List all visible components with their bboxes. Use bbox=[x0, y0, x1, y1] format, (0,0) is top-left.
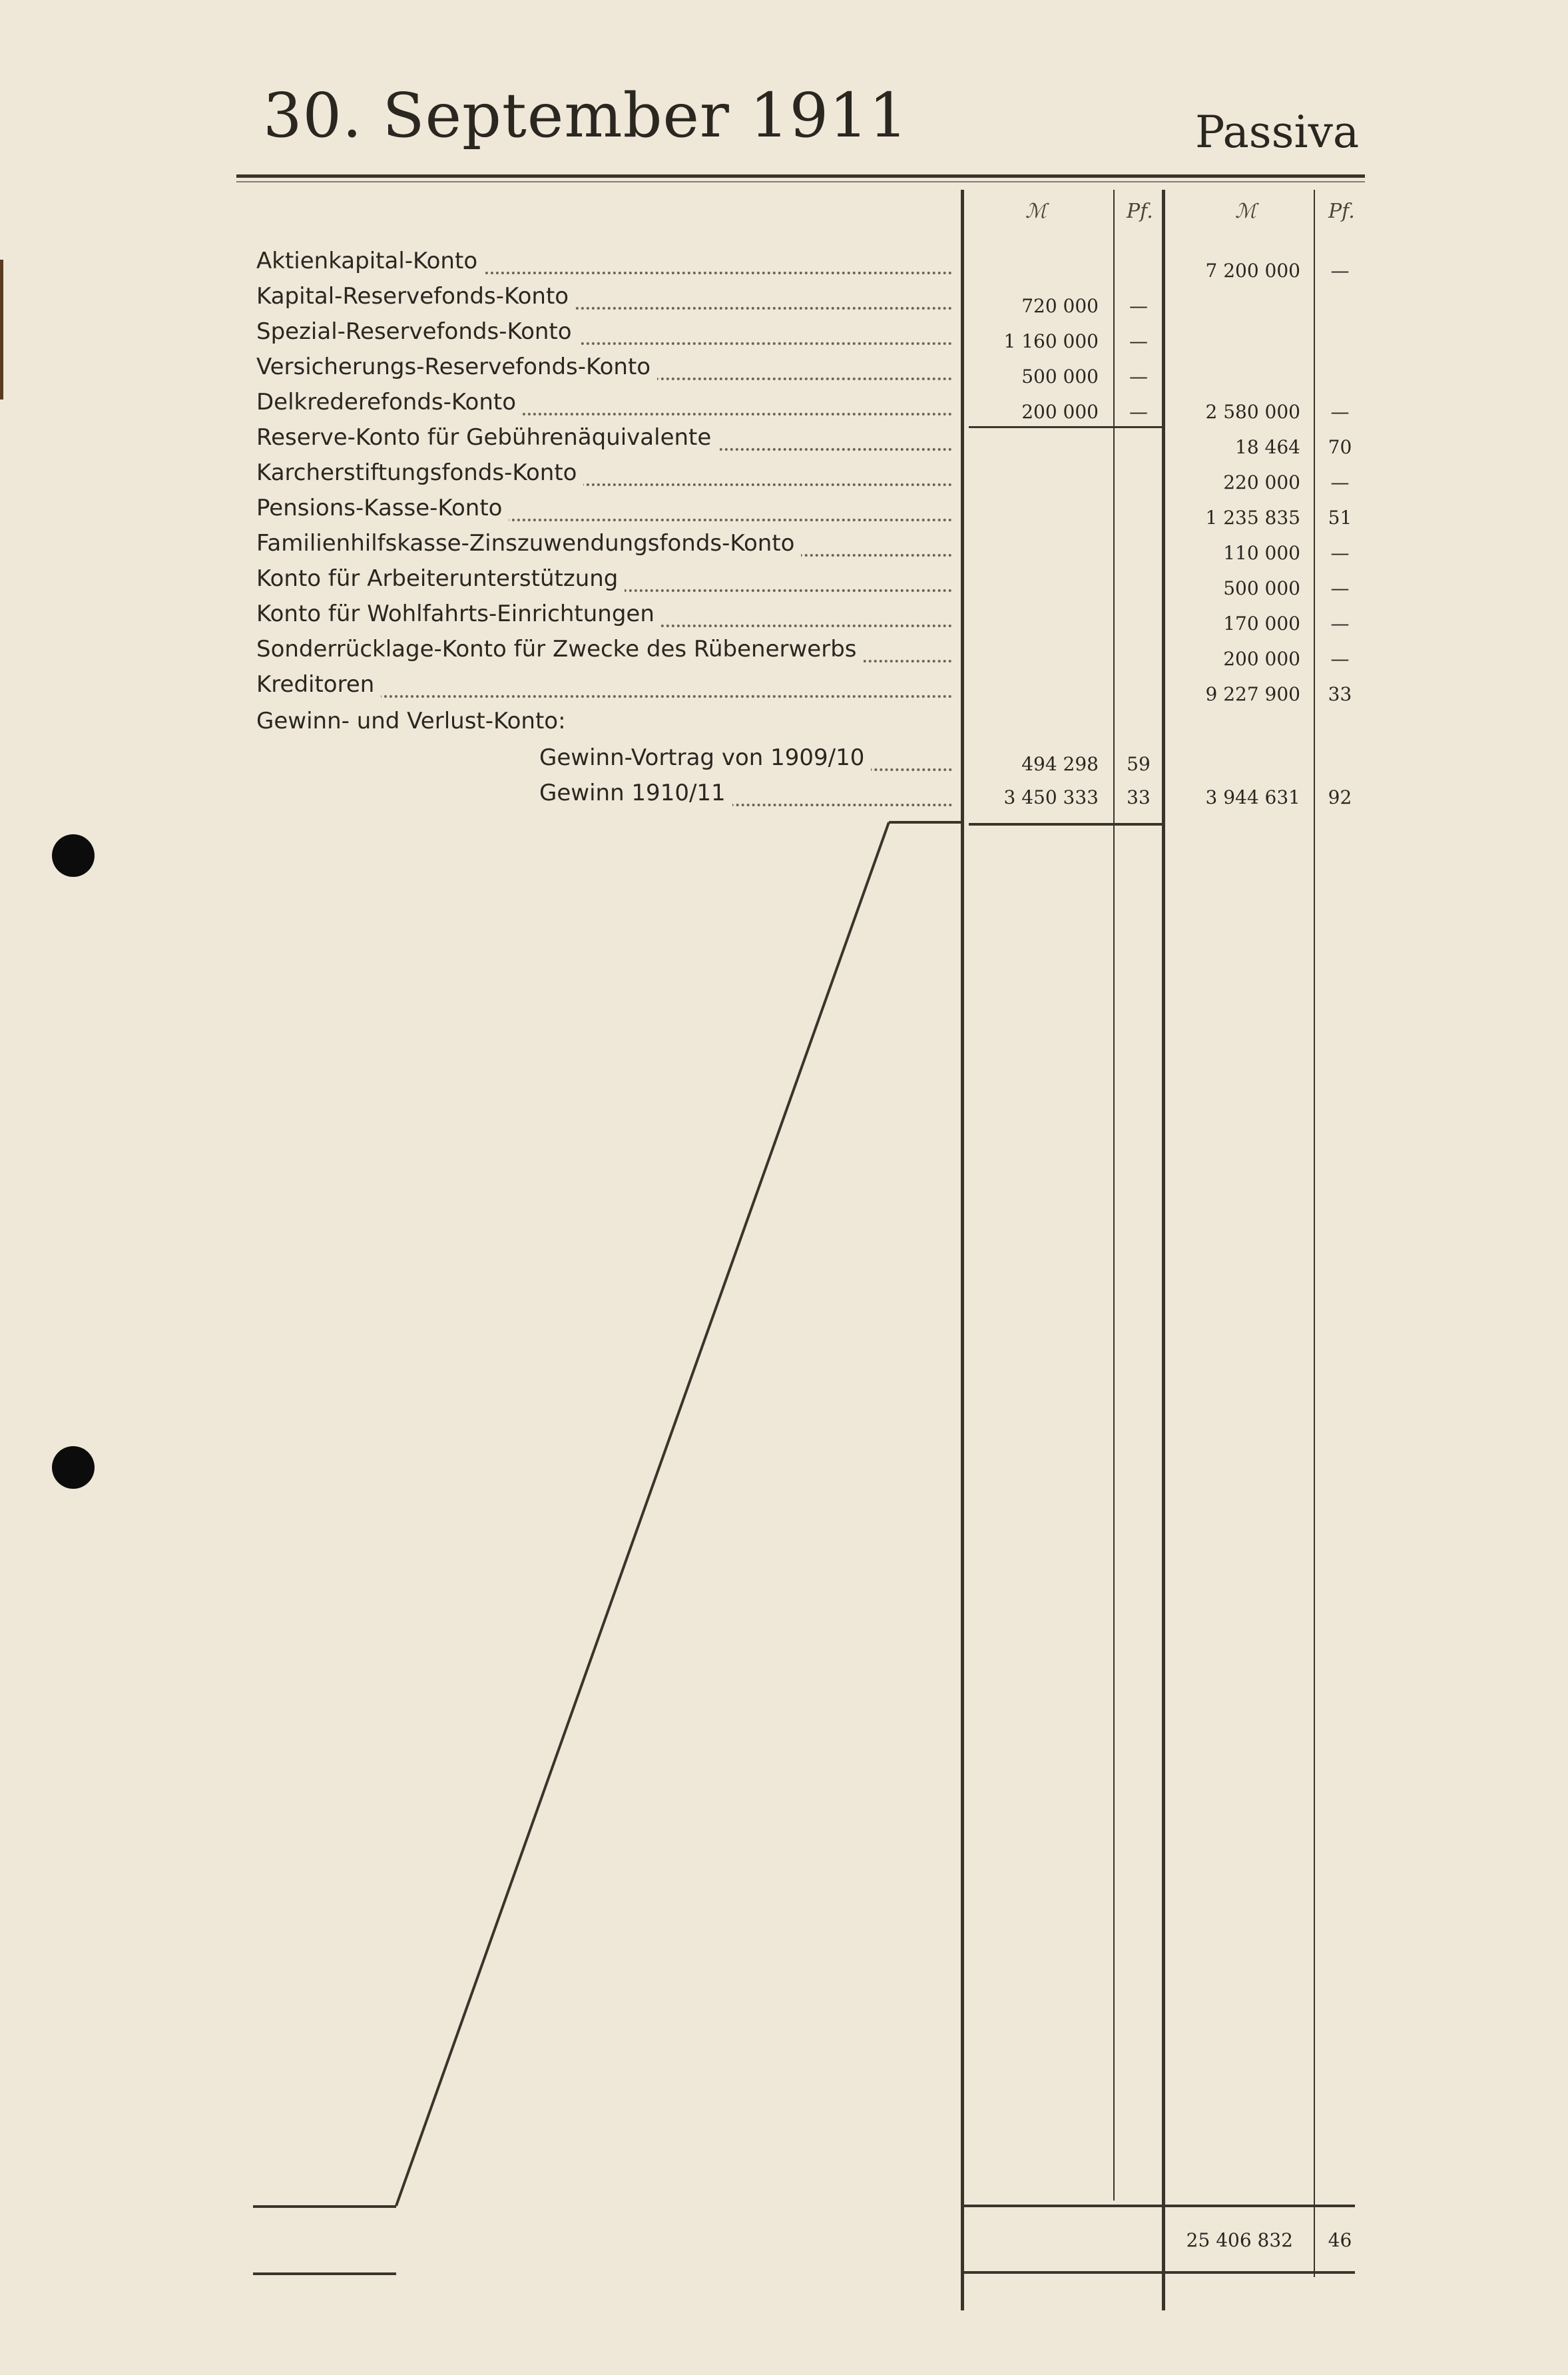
amount-mark: 3 450 333 bbox=[1003, 786, 1099, 808]
amount-pf: — bbox=[1129, 330, 1148, 352]
amount-pf: — bbox=[1129, 366, 1148, 388]
row-label: Spezial-Reservefonds-Konto bbox=[256, 318, 579, 345]
grand-total-mark: 25 406 832 bbox=[1186, 2229, 1293, 2251]
row-label: Delkrederefonds-Konto bbox=[256, 389, 523, 415]
amount-mark: 1 160 000 bbox=[1003, 330, 1099, 352]
grand-total-pf: 46 bbox=[1328, 2229, 1352, 2251]
row-label: Konto für Arbeiterunterstützung bbox=[256, 565, 625, 592]
amount-pf: — bbox=[1129, 295, 1148, 317]
total-pf: — bbox=[1330, 613, 1350, 635]
section-heading: Gewinn- und Verlust-Konto: bbox=[256, 708, 566, 734]
row-label: Karcherstiftungsfonds-Konto bbox=[256, 459, 583, 486]
total-mark: 200 000 bbox=[1223, 648, 1300, 670]
total-mark: 18 464 bbox=[1235, 436, 1300, 458]
row-label: Gewinn 1910/11 bbox=[539, 780, 732, 806]
total-pf: — bbox=[1330, 401, 1350, 423]
bottom-left-rule-2 bbox=[253, 2272, 396, 2275]
bottom-left-rule bbox=[253, 2205, 396, 2208]
amount-pf: — bbox=[1129, 401, 1148, 423]
total-mark: 500 000 bbox=[1223, 577, 1300, 599]
total-mark: 7 200 000 bbox=[1205, 260, 1300, 282]
total-mark: 1 235 835 bbox=[1205, 507, 1300, 529]
total-mark: 170 000 bbox=[1223, 613, 1300, 635]
total-mark: 9 227 900 bbox=[1205, 683, 1300, 705]
side-title: Passiva bbox=[1195, 107, 1360, 158]
total-mark: 3 944 631 bbox=[1205, 786, 1300, 808]
total-pf: 51 bbox=[1328, 507, 1352, 529]
amount-mark: 494 298 bbox=[1021, 753, 1099, 775]
amount-mark: 500 000 bbox=[1021, 366, 1099, 388]
total-pf: 70 bbox=[1328, 436, 1352, 458]
amount-mark: 200 000 bbox=[1021, 401, 1099, 423]
grand-total-rule-top bbox=[961, 2205, 1355, 2207]
total-pf: — bbox=[1330, 577, 1350, 599]
row-label: Kreditoren bbox=[256, 671, 381, 698]
amount-pf: 33 bbox=[1127, 786, 1151, 808]
total-pf: — bbox=[1330, 471, 1350, 493]
diagonal-line bbox=[396, 822, 889, 2206]
row-label: Sonderrücklage-Konto für Zwecke des Rübenerwerbs bbox=[256, 636, 864, 662]
row-label: Familienhilfskasse-Zinszuwendungsfonds-Konto bbox=[256, 530, 801, 557]
total-pf: 33 bbox=[1328, 683, 1352, 705]
amount-mark-header: ℳ bbox=[1025, 200, 1047, 223]
punch-hole bbox=[52, 834, 95, 877]
row-label: Pensions-Kasse-Konto bbox=[256, 495, 509, 521]
page-title: 30. September 1911 bbox=[263, 80, 909, 151]
row-label: Gewinn-Vortrag von 1909/10 bbox=[539, 744, 871, 771]
grand-total-rule-bottom bbox=[961, 2271, 1355, 2274]
row-label: Reserve-Konto für Gebührenäquivalente bbox=[256, 424, 718, 451]
total-pf: — bbox=[1330, 542, 1350, 564]
total-pf: — bbox=[1330, 648, 1350, 670]
total-mark-header: ℳ bbox=[1235, 200, 1257, 223]
row-label: Kapital-Reservefonds-Konto bbox=[256, 283, 575, 310]
punch-hole bbox=[52, 1446, 95, 1489]
total-mark: 220 000 bbox=[1223, 471, 1300, 493]
amount-pf-header: Pf. bbox=[1127, 200, 1153, 223]
total-pf: — bbox=[1330, 260, 1350, 282]
total-mark: 2 580 000 bbox=[1205, 401, 1300, 423]
total-mark: 110 000 bbox=[1223, 542, 1300, 564]
amount-mark: 720 000 bbox=[1021, 295, 1099, 317]
total-pf-header: Pf. bbox=[1328, 200, 1355, 223]
row-label: Konto für Wohlfahrts-Einrichtungen bbox=[256, 601, 661, 627]
row-label: Versicherungs-Reservefonds-Konto bbox=[256, 354, 657, 380]
amount-pf: 59 bbox=[1127, 753, 1151, 775]
row-label: Aktienkapital-Konto bbox=[256, 248, 484, 274]
total-pf: 92 bbox=[1328, 786, 1352, 808]
edge-mark bbox=[0, 260, 3, 399]
